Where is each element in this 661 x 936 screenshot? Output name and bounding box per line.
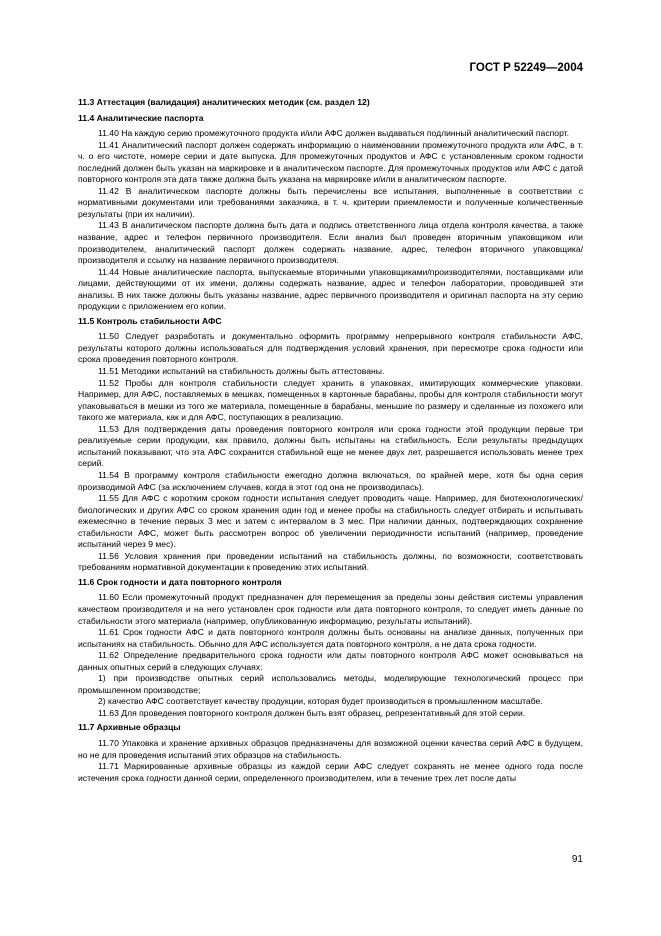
paragraph: 11.42 В аналитическом паспорте должны быть перечислены все испытания, выполненные в соответствии с нормативными документами или требованиями заказчика, в т. ч. критерии приемлемости и полученные количественные результаты (при их наличии). [78, 185, 583, 219]
paragraph: 11.40 На каждую серию промежуточного продукта и/или АФС должен выдаваться подлинный аналитический паспорт. [98, 128, 570, 139]
paragraph: 11.43 В аналитическом паспорте должна быть дата и подпись ответственного лица отдела контроля качества, а также название, адрес и телефон первичного производителя. Если анализ был проведен вторичным упаковщиком или производителем, аналитический паспорт должен содержать название, адрес, телефон вторичного упаковщика/производителя и ссылку на название первичного производителя. [78, 220, 583, 266]
section-heading: 11.3 Аттестация (валидация) аналитических методик (см. раздел 12) [78, 97, 370, 107]
section-heading: 11.4 Аналитические паспорта [78, 112, 204, 123]
page-number: 91 [571, 854, 583, 865]
paragraph: 11.41 Аналитический паспорт должен содержать информацию о наименовании промежуточного продукта или АФС, в т. ч. о его чистоте, номере серии и дате выпуска. Для промежуточных продуктов и АФС с установленным сроком годности последний должен быть указан на маркировке и в аналитическом паспорте. Для промежуточных продуктов или АФС с датой повторного контроля эта дата также должна быть указана на маркировке и/или в аналитическом паспорте. [78, 139, 583, 185]
paragraph: 11.71 Маркированные архивные образцы из каждой серии АФС следует сохранять не менее одного года после истечения срока годности данной серии, определенного производителем, или в течение трех лет после даты [78, 761, 583, 783]
paragraph: 11.62 Определение предварительного срока годности или даты повторного контроля АФС может основываться на данных опытных серий в следующих случаях: [78, 650, 583, 672]
section-heading: 11.6 Срок годности и дата повторного контроля [78, 576, 282, 587]
paragraph: 11.70 Упаковка и хранение архивных образцов предназначены для возможной оценки качества серий АФС в будущем, но не для проведения испытаний этих образцов на стабильность. [78, 737, 583, 760]
paragraph: 11.44 Новые аналитические паспорта, выпускаемые вторичными упаковщиками/производителями, поставщиками или лицами, действующими от их имени, должны содержать название, адрес и телефон лаборатории, проводившей эти анализы. В них также должны быть указаны название, адрес первичного производителя и оригинал паспорта на эту серию продукции с приложением его копии. [78, 266, 583, 312]
paragraph: 11.61 Срок годности АФС и дата повторного контроля должны быть основаны на анализе данных, полученных при испытаниях на стабильность. Обычно для АФС используется дата повторного контроля, а не дата срока годности. [78, 627, 583, 649]
paragraph: 1) при производстве опытных серий использовались методы, моделирующие технологический процесс при промышленном производстве; [78, 673, 583, 695]
section-heading: 11.7 Архивные образцы [78, 722, 181, 733]
paragraph: 11.56 Условия хранения при проведении испытаний на стабильность должны, по возможности, соответствовать требованиям нормативной документации к проведению этих испытаний. [78, 550, 583, 573]
paragraph: 11.51 Методики испытаний на стабильность должны быть аттестованы. [98, 366, 385, 377]
paragraph: 11.55 Для АФС с коротким сроком годности испытания следует проводить чаще. Например, для биотехнологических/биологических и других АФС со сроком хранения один год и менее пробы на стабильность следует отбирать и испытывать ежемесячно в течение первых 3 мес и затем с интервалом в 3 мес. При наличии данных, подтверждающих сохранение стабильности АФС, может быть рассмотрен вопрос об увеличении периодичности испытаний (например, проведение испытаний через 9 мес). [78, 493, 583, 550]
paragraph: 11.54 В программу контроля стабильности ежегодно должна включаться, по крайней мере, хотя бы одна серия производимой АФС (за исключением случаев, когда в этот год она не производилась). [78, 469, 583, 492]
paragraph: 2) качество АФС соответствует качеству продукции, которая будет производиться в промышленном масштабе. [98, 696, 543, 707]
paragraph: 11.63 Для проведения повторного контроля должен быть взят образец, репрезентативный для этой серии. [98, 707, 526, 718]
paragraph: 11.53 Для подтверждения даты проведения повторного контроля или срока годности этой продукции первые три реализуемые серии продукции, как правило, должны быть испытаны на стабильность. Если результаты предыдущих испытаний показывают, что эта АФС сохранится стабильной еще не менее двух лет, разрешается использовать менее трех серий. [78, 423, 583, 469]
document-body [78, 94, 583, 784]
paragraph: 11.60 Если промежуточный продукт предназначен для перемещения за пределы зоны действия системы управления качеством производителя и на него установлен срок годности или дата повторного контроля, то следует иметь данные по стабильности этого материала (например, опубликованную информацию, результаты испытаний). [78, 592, 583, 626]
document-id: ГОСТ Р 52249—2004 [469, 62, 583, 74]
paragraph: 11.52 Пробы для контроля стабильности следует хранить в упаковках, имитирующих коммерческие упаковки. Например, для АФС, поставляемых в мешках, помещенных в картонные барабаны, пробы для контроля стабильности могут упаковываться в мешки из того же материала, помещенные в барабаны, меньшие по размеру и сделанные из похожего или такого же материала, как и для АФС, поступающих в реализацию. [78, 377, 583, 423]
section-heading: 11.5 Контроль стабильности АФС [78, 315, 222, 326]
paragraph: 11.50 Следует разработать и документально оформить программу непрерывного контроля стабильности АФС, результаты которого должны использоваться для подтверждения условий хранения, при пересмотре срока годности или срока проведения повторного контроля. [78, 331, 583, 365]
